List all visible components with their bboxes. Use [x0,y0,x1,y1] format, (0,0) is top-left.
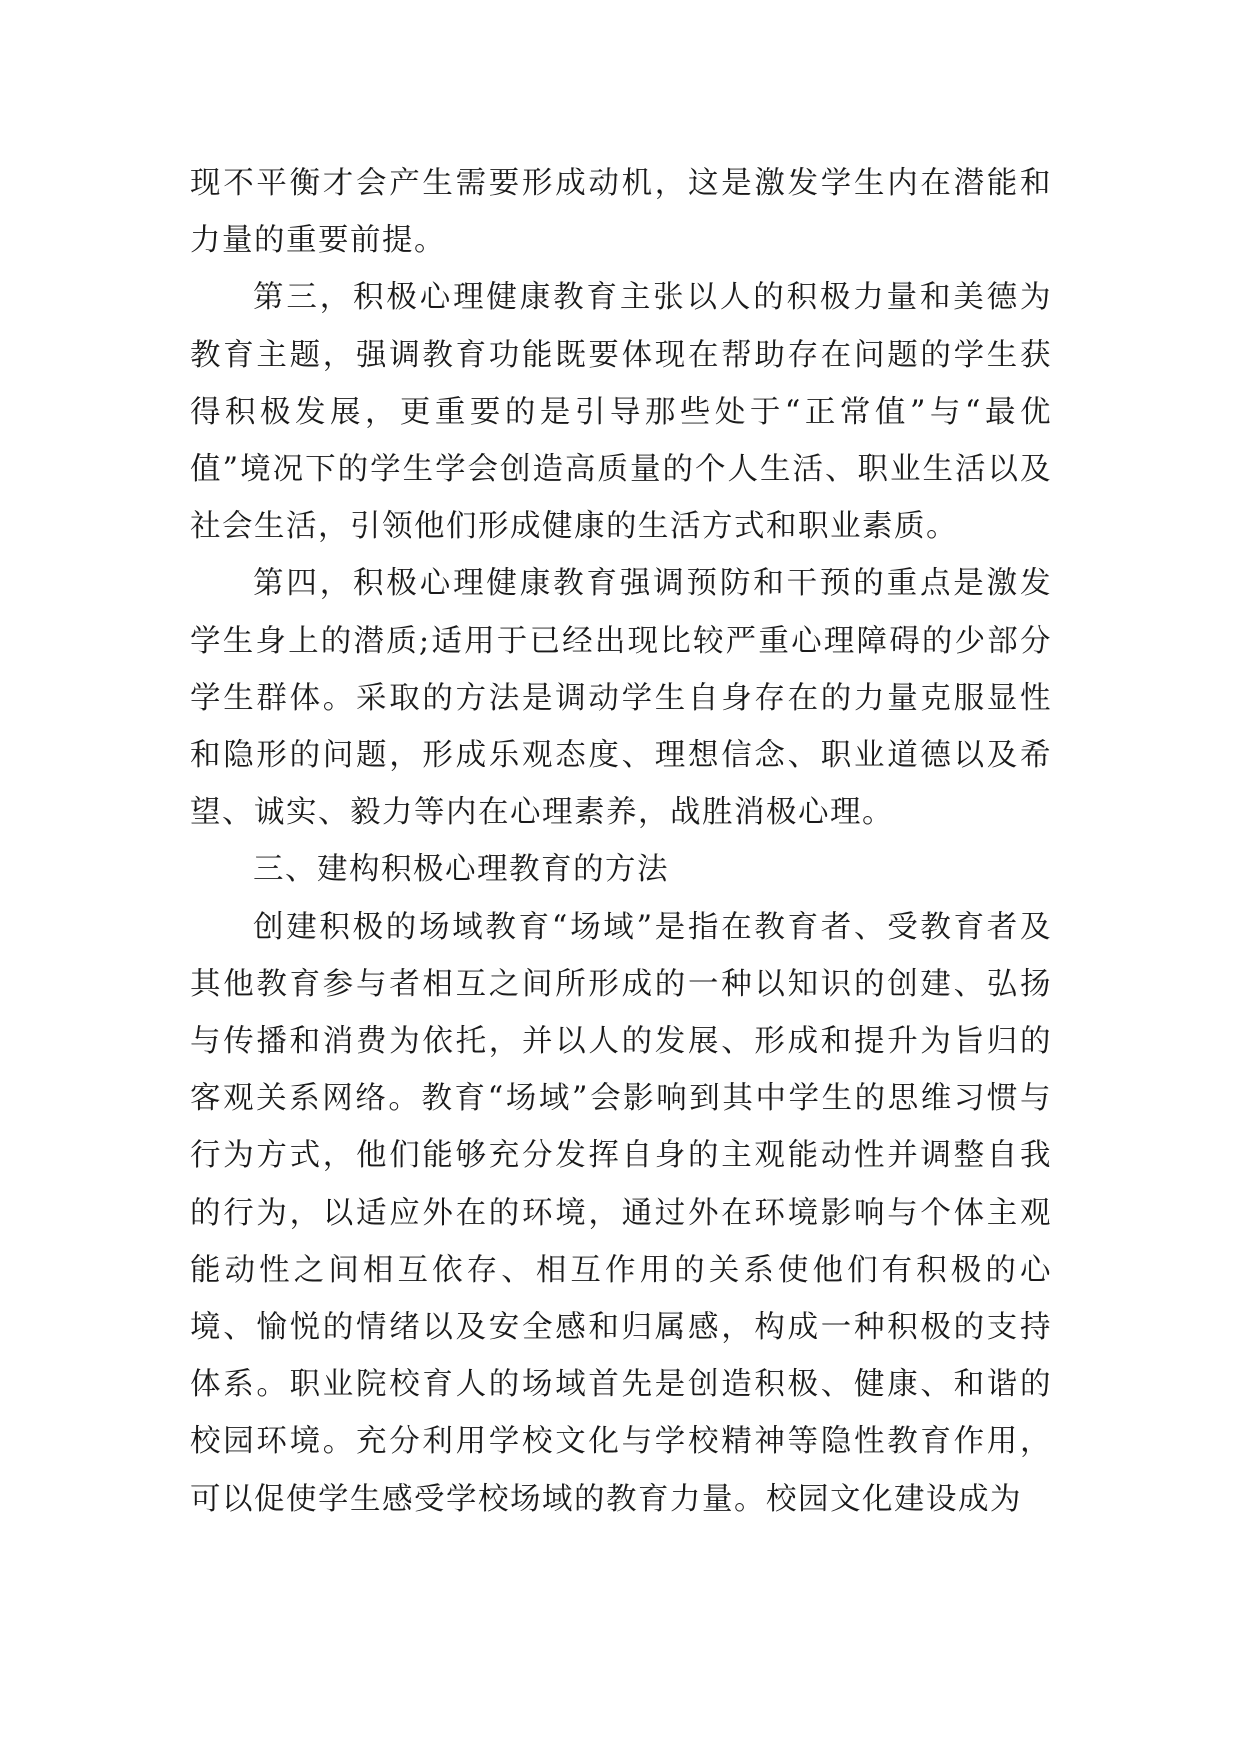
paragraph-third-point: 第三，积极心理健康教育主张以人的积极力量和美德为教育主题，强调教育功能既要体现在帮助存在问题的学生获得积极发展，更重要的是引导那些处于“正常值”与“最优值”境况下的学生学会创造高质量的个人生活、职业生活以及社会生活，引领他们形成健康的生活方式和职业素质。 [190,280,1052,545]
section-heading: 三、建构积极心理教育的方法 [253,852,669,888]
paragraph-field-education: 创建积极的场域教育“场域”是指在教育者、受教育者及其他教育参与者相互之间所形成的一种以知识的创建、弘扬与传播和消费为依托，并以人的发展、形成和提升为旨归的客观关系网络。教育“场域”会影响到其中学生的思维习惯与行为方式，他们能够充分发挥自身的主观能动性并调整自我的行为，以适应外在的环境，通过外在环境影响与个体主观能动性之间相互依存、相互作用的关系使他们有积极的心境、愉悦的情绪以及安全感和归属感，构成一种积极的支持体系。职业院校育人的场域首先是创造积极、健康、和谐的校园环境。充分利用学校文化与学校精神等隐性教育作用，可以促使学生感受学校场域的教育力量。校园文化建设成为 [190,909,1052,1517]
paragraph-fourth-point: 第四，积极心理健康教育强调预防和干预的重点是激发学生身上的潜质;适用于已经出现比较严重心理障碍的少部分学生群体。采取的方法是调动学生自身存在的力量克服显性和隐形的问题，形成乐观态度、理想信念、职业道德以及希望、诚实、毅力等内在心理素养，战胜消极心理。 [190,566,1052,831]
paragraph-continuation: 现不平衡才会产生需要形成动机，这是激发学生内在潜能和力量的重要前提。 [190,166,1052,259]
document-body [190,155,1052,1528]
